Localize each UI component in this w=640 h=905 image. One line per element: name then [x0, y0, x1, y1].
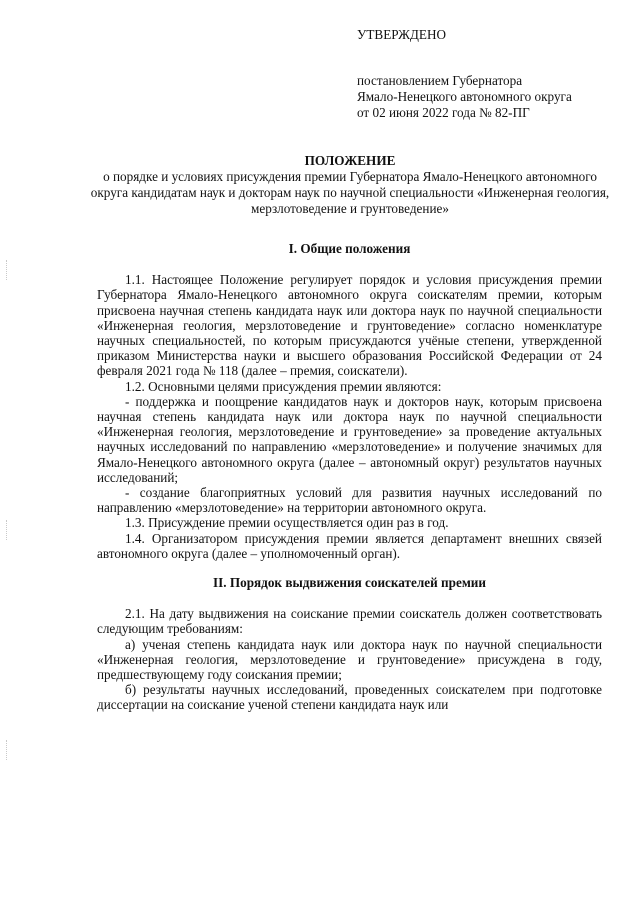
document-body: [97, 241, 602, 713]
margin-mark: [6, 520, 8, 540]
approval-line: от 02 июня 2022 года № 82-ПГ: [357, 105, 530, 120]
approval-line: Ямало-Ненецкого автономного округа: [357, 89, 572, 104]
paragraph: 1.4. Организатором присуждения премии является департамент внешних связей автономного округа (далее – уполномоченный орган).: [97, 530, 602, 561]
approval-line: постановлением Губернатора: [357, 73, 523, 88]
approval-block: [357, 27, 627, 121]
paragraph: 2.1. На дату выдвижения на соискание премии соискатель должен соответствовать следующим требованиям:: [97, 606, 602, 637]
paragraph: 1.1. Настоящее Положение регулирует порядок и условия присуждения премии Губернатора Ямало-Ненецкого автономного округа соискателям премии, которым присвоена научная степень кандидата наук или доктора наук по научной специальности «Инженерная геология, мерзлотоведение и грунтоведение» согласно номенклатуре научных специальностей, по которым присуждаются учёные степени, утвержденной приказом Министерства науки и высшего образования Российской Федерации от 24 февраля 2021 года № 118 (далее – премия, соискатели).: [97, 272, 602, 379]
margin-mark: [6, 260, 8, 280]
margin-mark: [6, 740, 8, 760]
paragraph: 1.3. Присуждение премии осуществляется один раз в год.: [125, 515, 449, 531]
section-heading: I. Общие положения: [288, 241, 411, 256]
section-heading: II. Порядок выдвижения соискателей премии: [212, 575, 486, 591]
list-item: - создание благоприятных условий для развития научных исследований по направлению «мерзлотоведение» на территории автономного округа.: [97, 485, 602, 516]
list-item: б) результаты научных исследований, проведенных соискателем при подготовке диссертации на соискание ученой степени кандидата наук или: [97, 682, 602, 713]
approval-title: УТВЕРЖДЕНО: [357, 27, 447, 42]
document-title: ПОЛОЖЕНИЕ: [304, 153, 396, 168]
paragraph: 1.2. Основными целями присуждения премии являются:: [125, 378, 442, 394]
document-title-block: [90, 153, 610, 217]
document-subtitle: о порядке и условиях присуждения премии Губернатора Ямало-Ненецкого автономного округа кандидатам наук и докторам наук по научной специальности «Инженерная геология, мерзлотоведение и грунтоведение»: [90, 169, 610, 216]
list-item: - поддержка и поощрение кандидатов наук и докторов наук, которым присвоена научная степень кандидата наук или доктора наук по научной специальности «Инженерная геология, мерзлотоведение и грунтоведение» за проведение актуальных научных исследований по направлению «мерзлотоведение» и получение значимых для Ямало-Ненецкого автономного округа (далее – автономный округ) результатов научных исследований;: [97, 393, 602, 485]
list-item: а) ученая степень кандидата наук или доктора наук по научной специальности «Инженерная геология, мерзлотоведение и грунтоведение» присуждена в году, предшествующему году соискания премии;: [97, 636, 602, 683]
